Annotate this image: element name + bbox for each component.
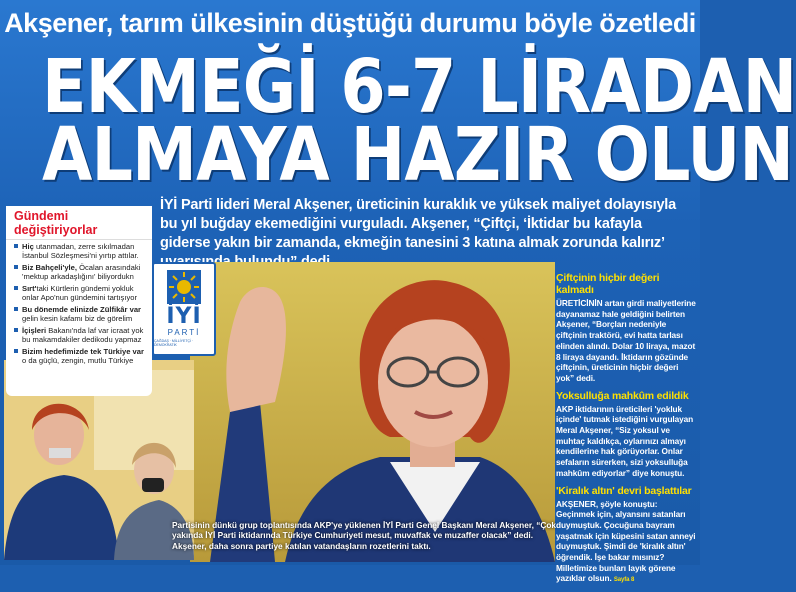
section-title: Çiftçinin hiçbir değeri kalmadı [556,272,660,296]
sidebar-list [6,240,152,365]
section-text: AKP iktidarının üreticileri 'yokluk içinde' tutmak istediğini vurgulayan Meral Akşener, “Siz yoksul ve muhtaç kaldıkça, oylarınızı almayı kendilerine hak görüyorlar. Onlar sefaların sürerken, sizi yoksulluğa mahkûm ediyorlar” diye konuştu. [556,403,694,478]
logo-motto: ÇAĞDAŞ · MİLLİYETÇİ · DEMOKRATİK [154,339,194,347]
speaker-illustration [190,262,555,562]
sun-icon [167,270,201,304]
list-item: Biz Bahçeli'yle, Öcalan arasındaki 'mektup arkadaşlığını' biliyordukn [14,263,148,281]
section-text: ÜRETİCİNİN artan girdi maliyetlerine dayanamaz hale geldiğini belirten Akşener, “Borçları nedeniyle çiftçinin traktörü, evi hatta tarlası elinden alındı. Dolar 10 liraya, mazot 8 liraya dayandı. İktidarın gözünde çiftçinin, üreticinin hiçbir değeri yok” dedi. [556,298,696,383]
section-text: AKŞENER, şöyle konuştu: Geçinmek için, alyansını satanları duymuştuk. Çocuğuna bayram yaşatmak için küpesini satan anneyi duymuştuk. Şimdi de 'kiralık altın' öğrendik. İşe bakar mısınız? Milletimize bunları layık görene yazıklar olsun. Sayfa 8 [556,498,696,584]
logo-subtitle: PARTİ [167,328,201,337]
list-item: Sırt'taki Kürtlerin gündemi yokluk onlar Apo'nun gündemini tartışıyor [14,284,148,302]
sidebar-title: Gündemi değiştiriyorlar [6,206,152,240]
section-title: Yoksulluğa mahkûm edildik [556,389,689,402]
main-headline-line2: ALMAYA HAZIR OLUN [42,112,793,198]
list-item: Bu dönemde elinizde Zülfikâr var gelin kesin kafamı biz de görelim [14,305,148,323]
section-title: 'Kiralık altın' devri başlattılar [556,484,692,497]
list-item: Bizim hedefimizde tek Türkiye var o da güçlü, zengin, mutlu Türkiye [14,347,148,365]
kicker-headline: Akşener, tarım ülkesinin düştüğü durumu böyle özetledi [4,7,696,38]
photo-caption: Partisinin dünkü grup toplantısında AKP'ye yüklenen İYİ Parti Genel Başkanı Meral Akşener, “Çok yakında İYİ Parti iktidarında Türkiye Cumhuriyeti mesut, muvaffak ve muzaffer olacak” dedi. Akşener, daha sonra partiye katılan vatandaşların rozetlerini taktı. [172,520,557,551]
main-photo [190,262,555,562]
list-item: Hiç utanmadan, zerre sıkılmadan İstanbul Sözleşmesi'ni yırtıp attılar. [14,242,148,260]
intro-paragraph: İYİ Parti lideri Meral Akşener, üreticinin kuraklık ve yüksek maliyet dolayısıyla bu yıl buğday ekemediğini vurguladı. Akşener, “Çiftçi, ‘İktidar bu kafayla giderse yakın bir zamanda, ekmeğin tanesini 3 katına almak zorunda kalırız’ [160,197,676,251]
sidebar-box [6,206,152,396]
page-reference: Sayfa 8 [613,577,635,584]
party-logo [152,262,216,356]
logo-name: İYİ [166,304,202,329]
list-item: İçişleri Bakanı'nda laf var icraat yok bu makamdakiler dedikodu yapmaz [14,326,148,344]
right-column [556,272,698,592]
main-headline-line1: EKMEĞİ 6-7 LİRADAN [42,44,796,130]
